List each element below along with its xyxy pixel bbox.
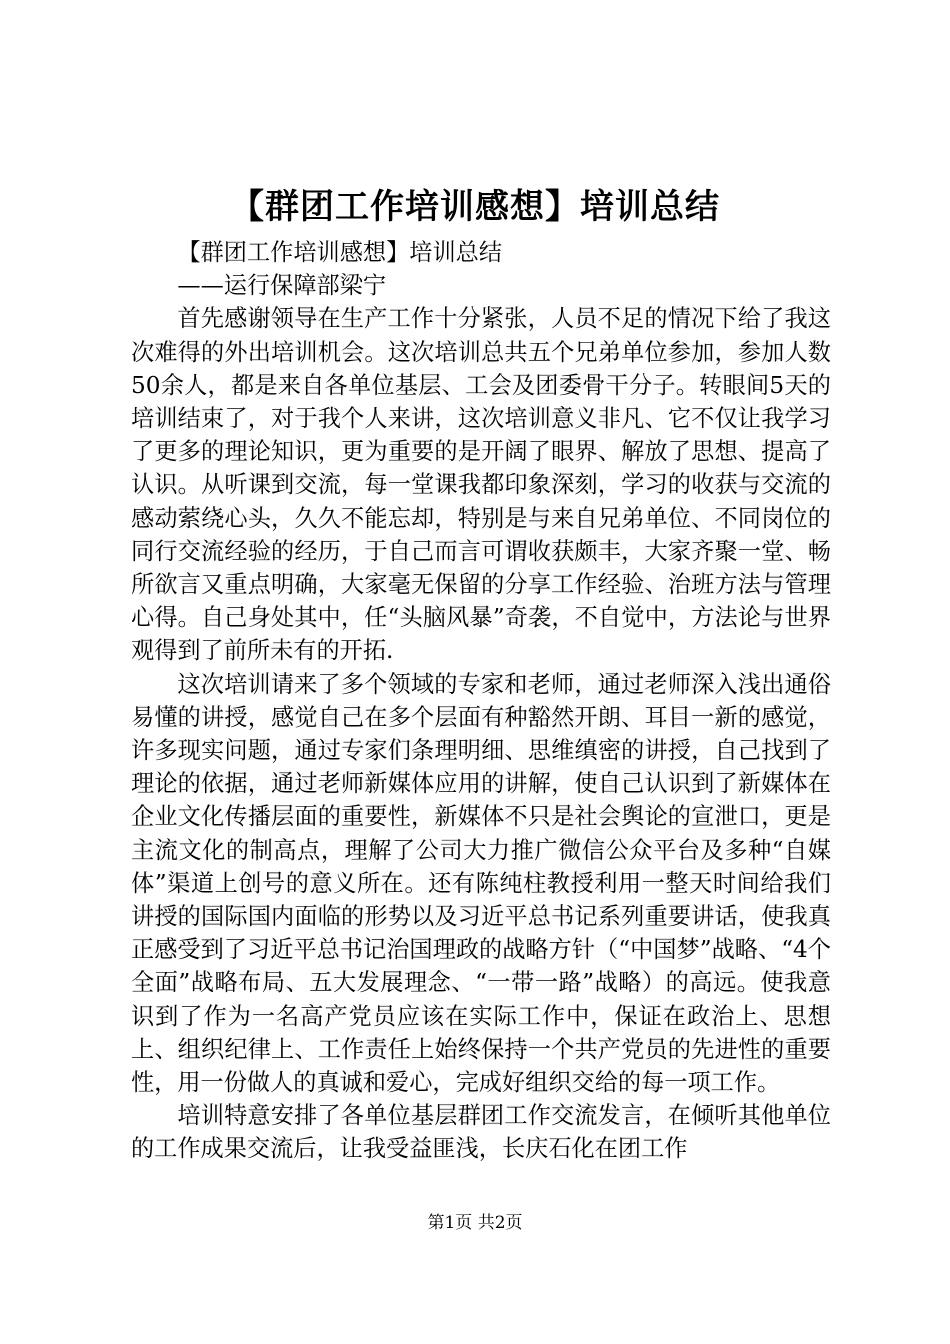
paragraph-2: 这次培训请来了多个领域的专家和老师，通过老师深入浅出通俗易懂的讲授，感觉自己在多个层面有种豁然开朗、耳目一新的感觉，许多现实问题，通过专家们条理明细、思维缜密的讲授，自己找到了理论的依据，通过老师新媒体应用的讲解，使自己认识到了新媒体在企业文化传播层面的重要性，新媒体不只是社会舆论的宣泄口，更是主流文化的制高点，理解了公司大力推广微信公众平台及多种“自媒体”渠道上创号的意义所在。还有陈纯柱教授利用一整天时间给我们讲授的国际国内面临的形势以及习近平总书记系列重要讲话，使我真正感受到了习近平总书记治国理政的战略方针（“中国梦”战略、“4个全面”战略布局、五大发展理念、“一带一路”战略）的高远。使我意识到了作为一名高产党员应该在实际工作中，保证在政治上、思想上、组织纪律上、工作责任上始终保持一个共产党员的先进性的重要性，用一份做人的真诚和爱心，完成好组织交给的每一项工作。 xyxy=(131,670,831,1097)
document-body xyxy=(131,236,831,1166)
page-footer: 第1页 共2页 xyxy=(427,1213,523,1233)
paragraph-3: 培训特意安排了各单位基层群团工作交流发言，在倾听其他单位的工作成果交流后，让我受益匪浅，长庆石化在团工作 xyxy=(131,1102,831,1163)
author-line: ——运行保障部梁宁 xyxy=(177,272,387,300)
paragraph-1: 首先感谢领导在生产工作十分紧张，人员不足的情况下给了我这次难得的外出培训机会。这次培训总共五个兄弟单位参加，参加人数50余人，都是来自各单位基层、工会及团委骨干分子。转眼间5天的培训结束了，对于我个人来讲，这次培训意义非凡、它不仅让我学习了更多的理论知识，更为重要的是开阔了眼界、解放了思想、提高了认识。从听课到交流，每一堂课我都印象深刻，学习的收获与交流的感动萦绕心头，久久不能忘却，特别是与来自兄弟单位、不同岗位的同行交流经验的经历，于自己而言可谓收获颇丰，大家齐聚一堂、畅所欲言又重点明确，大家毫无保留的分享工作经验、治班方法与管理心得。自己身处其中，任“头脑风暴”奇袭，不自觉中，方法论与世界观得到了前所未有的开拓. xyxy=(131,305,831,665)
document-subtitle: 【群团工作培训感想】培训总结 xyxy=(177,239,503,266)
document-title: 【群团工作培训感想】培训总结 xyxy=(230,187,720,227)
